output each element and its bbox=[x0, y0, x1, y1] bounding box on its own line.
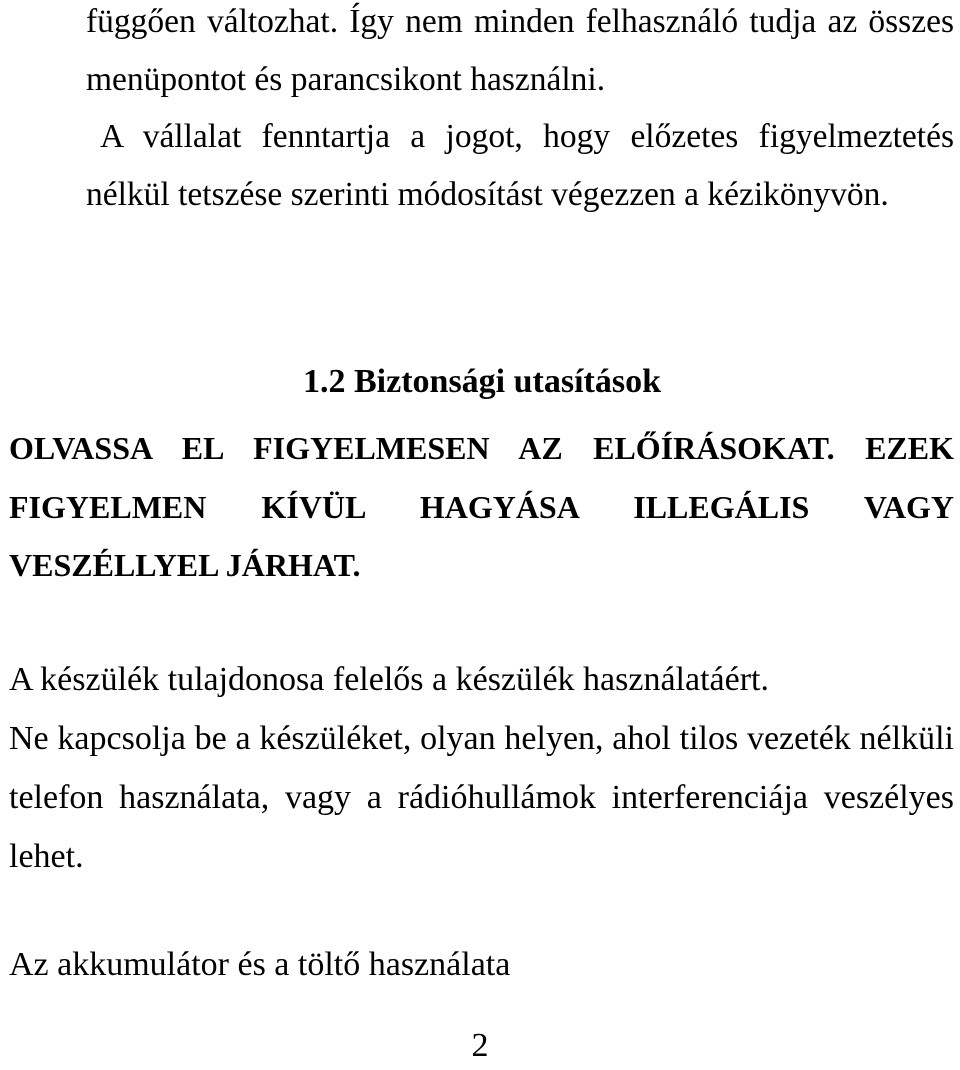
usage-restriction-paragraph: Ne kapcsolja be a készüléket, olyan helyen, ahol tilos vezeték nélküli telefon használata, vagy a rádióhullámok interferenciája veszélyes lehet. bbox=[9, 720, 954, 875]
intro-text bbox=[86, 0, 954, 223]
disclaimer-paragraph: A vállalat fenntartja a jogot, hogy előzetes figyelmeztetés nélkül tetszése szerinti módosítást végezzen a kézikönyvön. bbox=[86, 118, 954, 213]
page-number: 2 bbox=[471, 1027, 489, 1064]
warning-text: OLVASSA EL FIGYELMESEN AZ ELŐÍRÁSOKAT. EZEK FIGYELMEN KÍVÜL HAGYÁSA ILLEGÁLIS VAGY VESZÉLLYEL JÁRHAT. bbox=[9, 430, 954, 583]
intro-paragraph: függően változhat. Így nem minden felhasználó tudja az összes menüpontot és parancsikont használni. bbox=[86, 3, 954, 98]
owner-responsibility-paragraph: A készülék tulajdonosa felelős a készülék használatáért. bbox=[9, 661, 769, 698]
subsection-heading: Az akkumulátor és a töltő használata bbox=[9, 946, 511, 983]
safety-warning bbox=[9, 419, 954, 595]
safety-body bbox=[9, 650, 954, 886]
section-heading: 1.2 Biztonsági utasítások bbox=[303, 363, 661, 400]
